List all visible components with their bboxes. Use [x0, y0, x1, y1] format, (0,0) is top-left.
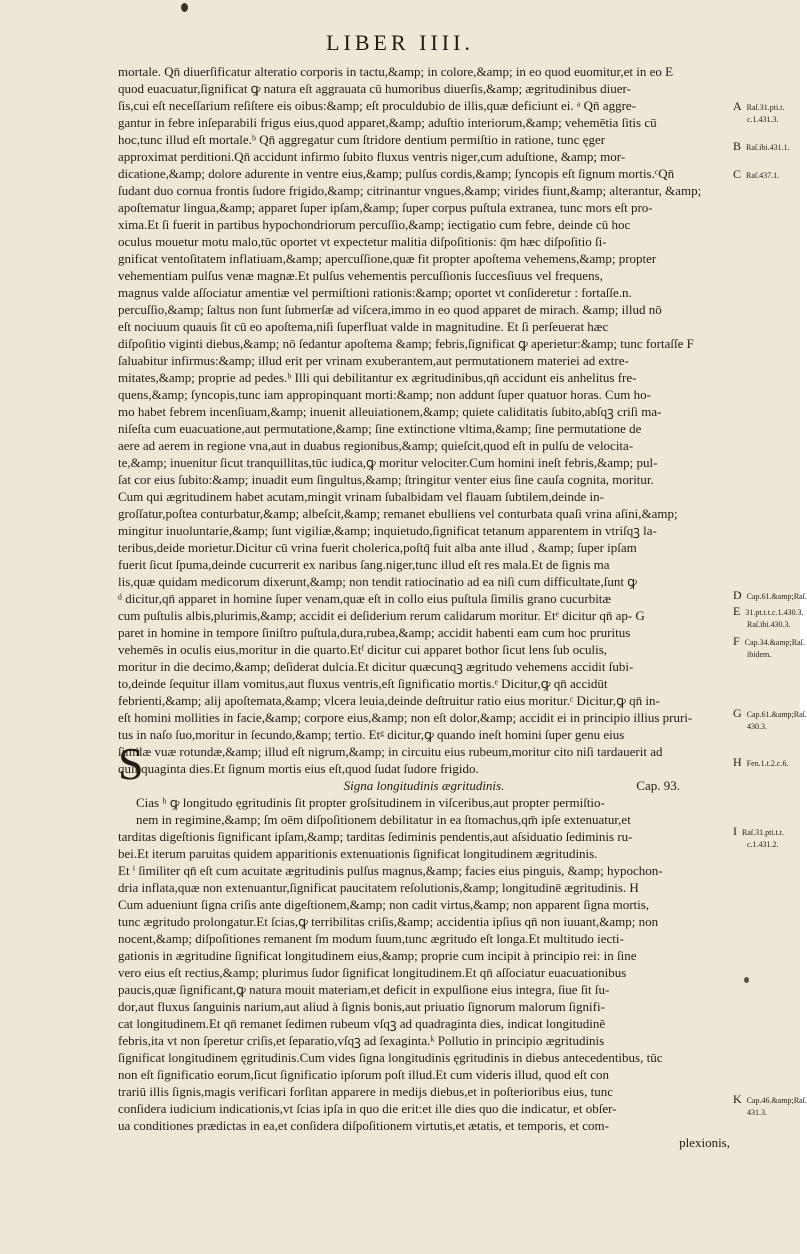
- margin-note-c: [733, 165, 779, 183]
- text-line: cat longitudinem.Et qn̄ remanet ſedimen rubeum vſqꝫ ad quadraginta dies, indicat longitudinē: [118, 1016, 606, 1031]
- margin-note-g: [733, 704, 807, 731]
- text-line: xima.Et ſi fuerit in partibus hypochondriorum percuſſio,&amp; iectigatio cum febre, deinde cū hoc: [118, 217, 631, 232]
- binding-hole-mark: [181, 3, 188, 12]
- margin-ref: Raſ.ibi.431.1.: [746, 143, 790, 152]
- margin-ref: Raſ.437.1.: [746, 171, 780, 180]
- text-line: vehemēs in oculis eius,moritur in die quarto.Etᶠ dicitur cui apparet bothor ſicut lens ſub oculis,: [118, 642, 608, 657]
- text-line: approximat perditioni.Qn̄ accidunt infirmo ſubito fluxus ventris niger,cum aduſtione, &amp; mor-: [118, 149, 626, 164]
- chapter-heading: [118, 777, 730, 794]
- text-line: tarditas digeſtionis ſignificant ipſam,&amp; tarditas ſediminis pendentis,aut aſsiduatio ſediminis ru-: [118, 829, 633, 844]
- text-line: percuſſio,&amp; ſaltus non ſunt ſubmerſæ ad viſcera,immo in eo quod apparet de mirach. &amp; illud nō: [118, 302, 662, 317]
- text-line: ſignificat longitudinem ęgritudinis.Cum vides ſigna longitudinis ęgritudinis in diebus antecedentibus, tūc: [118, 1050, 663, 1065]
- text-line: febrienti,&amp; alij apoſtemata,&amp; vlcera leuia,deinde deſtruitur ratio eius moritur.ᶜ Dicitur,ꝙ qn̄ in-: [118, 693, 660, 708]
- margin-letter: I: [733, 824, 737, 838]
- text-line: quens,&amp; ſyncopis,tunc iam appropinquant morti:&amp; non addunt ſuper quatuor horas. Cum ho-: [118, 387, 651, 402]
- text-line: trariū illis ſignis,magis verificari forſitan apparere in medijs diebus,et in poſterioribus eius, tunc: [118, 1084, 613, 1099]
- text-line: nem in regimine,&amp; ſm oēm diſpoſitionem debilitatur in ea ſtomachus,qm̄ ipſe extenuatur,et: [136, 812, 631, 827]
- margin-letter: B: [733, 139, 742, 153]
- text-line: ſudant duo cornua frontis ſudore frigido,&amp; citrinantur vngues,&amp; virides fiunt,&amp; alterantur, &amp;: [118, 183, 702, 198]
- margin-ref: Cap.61.&amp;Raſ.: [746, 592, 807, 601]
- text-line: hoc,tunc illud eſt mortale.ᵇ Qn̄ aggregatur cum ſtridore dentium permiſtio in ratione, tunc ęger: [118, 132, 606, 147]
- initial-letter: S: [118, 738, 144, 789]
- text-line: mortale. Qn̄ diuerſificatur alteratio corporis in tactu,&amp; in colore,&amp; in eo quod euomitur,et in eo E: [118, 64, 674, 79]
- text-line: mo habet febrem incenſiuam,&amp; inuenit alleuiationem,&amp; quiete caliditatis ſubito,abſqꝫ criſi ma-: [118, 404, 662, 419]
- margin-note-b: [733, 137, 790, 155]
- margin-ref: Cap.34.&amp;Raſ.: [744, 638, 805, 647]
- text-line: mingitur inuoluntarie,&amp; ſunt vigiliæ,&amp; inquietudo,ſignificat tetanum apparentem in vtriſqꝫ la-: [118, 523, 657, 538]
- text-line: ſimilæ vuæ rotundæ,&amp; illud eſt nigrum,&amp; in circuitu eius rubeum,moritur cito niſi tardauerit ad: [118, 744, 663, 759]
- chapter-number: Cap. 93.: [636, 778, 680, 793]
- margin-note-e: [733, 602, 804, 629]
- margin-letter: A: [733, 99, 742, 113]
- text-line: fuerit ſicut ſpuma,deinde cucurrerit ex naribus ſang.niger,tunc illud eſt res mala.Et de ſignis ma: [118, 557, 610, 572]
- text-line: Cum qui ægritudinem habet acutam,mingit vrinam ſubalbidam vel flauam ſubtilem,deinde in-: [118, 489, 604, 504]
- text-line: paucis,quæ ſignificant,ꝙ natura mouit materiam,et deficit in expulſione eius integra, ſiue ſit ſu-: [118, 982, 610, 997]
- margin-letter: H: [733, 755, 742, 769]
- text-line: Cum adueniunt ſigna criſis ante digeſtionem,&amp; non cadit virtus,&amp; non apparent ſigna mortis,: [118, 897, 650, 912]
- text-line: aere ad aerem in regione vna,aut in duabus regionibus,&amp; quieſcit,quod eſt in pulſu de velocita-: [118, 438, 634, 453]
- margin-note-a: [733, 97, 784, 124]
- margin-note-h: [733, 753, 788, 771]
- text-line: vehementiam pulſus venæ magnæ.Et pulſus vehementis percuſſionis ſuccesſiuus vel frequens,: [118, 268, 603, 283]
- margin-ref: Raſ.31.pti.t.t.: [742, 828, 784, 837]
- text-line: eſt homini mollities in facie,&amp; corpore eius,&amp; non eſt dolor,&amp; accidit ei in principio illius pruri-: [118, 710, 693, 725]
- text-line: niſeſta cum euacuatione,aut permutatione,&amp; ſine extinctione vltima,&amp; ſine permutatione de: [118, 421, 642, 436]
- main-text-column: [118, 63, 730, 1151]
- catchword: plexionis,: [679, 1135, 730, 1150]
- margin-ref-cont: 430.3.: [747, 722, 767, 731]
- ink-dot-mark: [744, 977, 749, 983]
- text-line: magnus valde aſſociatur amentiæ vel permiſtioni rationis:&amp; oportet vt conſideretur : fortaſſe.n.: [118, 285, 632, 300]
- text-line: quod euacuatur,ſignificat ꝙ natura eſt aggrauata cū humoribus diuerſis,&amp; ægritudinibus diuer-: [118, 81, 631, 96]
- text-line: Cias ʰ ꝙ longitudo ęgritudinis ſit propter groſsitudinem in viſceribus,aut propter permiſtio-: [136, 795, 605, 810]
- running-head: LIBER IIII.: [326, 30, 474, 55]
- margin-ref: Cap.46.&amp;Raſ.: [746, 1096, 807, 1105]
- margin-ref-cont: ibidem.: [747, 650, 772, 659]
- text-line: dria inflata,quæ non extenuantur,ſignificat paucitatem reſolutionis,&amp; longitudinē ægritudinis. H: [118, 880, 639, 895]
- text-line: to,deinde ſequitur illam vomitus,aut fluxus ventris,eſt ſignificatio mortis.ᵉ Dicitur,ꝙ qn̄ accidūt: [118, 676, 608, 691]
- margin-ref-cont: Raſ.ibi.430.3.: [747, 620, 791, 629]
- chapter-title: Signa longitudinis ægritudinis.: [343, 778, 505, 793]
- margin-letter: F: [733, 634, 740, 648]
- text-line: groſſatur,poſtea conturbatur,&amp; albeſcit,&amp; remanet ebulliens vel conturbata quaſi vrina aſini,&amp;: [118, 506, 678, 521]
- margin-letter: E: [733, 604, 741, 618]
- text-line: te,&amp; inuenitur ſicut tranquillitas,tūc iudica,ꝙ moritur velociter.Cum homini ineſt febris,&amp; pul-: [118, 455, 658, 470]
- margin-letter: C: [733, 167, 742, 181]
- margin-note-f: [733, 632, 805, 659]
- text-line: oculus mouetur motu malo,tūc oportet vt expectetur malitia diſpoſitionis: q̄m hæc diſpoſitio ſi-: [118, 234, 607, 249]
- text-line: teribus,deide morietur.Dicitur cū vrina fuerit cholerica,poſtq̄ fuit alba ante illud , &amp; ſuper ipſam: [118, 540, 637, 555]
- margin-ref: Cap.61.&amp;Raſ.: [746, 710, 807, 719]
- margin-letter: G: [733, 706, 742, 720]
- text-line: apoſtematur lingua,&amp; apparet ſuper ipſam,&amp; ſuper corpus puſtula extranea, tunc mors eſt pro-: [118, 200, 653, 215]
- text-line: bei.Et iterum paruitas quidem apparitionis extenuationis ſignificat longitudinem ægritudinis.: [118, 846, 598, 861]
- text-line: non eſt ſignificatio eorum,ſicut ſignificatio ipſorum poſt illud.Et cum videris illud, quod eſt con: [118, 1067, 610, 1082]
- text-line: ua conditiones prædictas in ea,et conſidera diſpoſitionem virtutis,et ætatis, et temporis, et com-: [118, 1118, 609, 1133]
- text-line: dor,aut fluxus ſanguinis narium,aut aliud à ſignis bonis,aut priuatio ſignorum malorum ſignifi-: [118, 999, 605, 1014]
- margin-ref-cont: c.1.431.3.: [747, 115, 779, 124]
- text-line: nocent,&amp; diſpoſitiones remanent ſm modum ſuum,tunc ægritudo eſt longa.Et multitudo iecti-: [118, 931, 624, 946]
- margin-note-i: [733, 822, 784, 849]
- text-line: febris,ita vt non ſperetur criſis,et ſeparatio,vſqꝫ ad ſexaginta.ᵏ Pollutio in principio ægritudinis: [118, 1033, 605, 1048]
- text-line: ſis,cui eſt neceſſarium reſiſtere eis oibus:&amp; eſt proculdubio de illis,quæ deficiunt ei. ᵃ Qn̄ aggre-: [118, 98, 637, 113]
- text-line: lis,quæ quidam medicorum dixerunt,&amp; non tendit ratiocinatio ad ea niſi cum difficultate,ſunt ꝙ: [118, 574, 637, 589]
- margin-ref: Raſ.31.pti.t.: [746, 103, 785, 112]
- margin-ref: Fen.1.t.2.c.6.: [746, 759, 789, 768]
- text-line: dicatione,&amp; dolore adurente in ventre eius,&amp; pulſus cordis,&amp; ſyncopis eſt ſignum mortis.ᶜQn̄: [118, 166, 675, 181]
- text-line: quinquaginta dies.Et ſignum mortis eius eſt,quod ſudat ſudore frigido.: [118, 761, 479, 776]
- margin-letter: K: [733, 1092, 742, 1106]
- text-line: gantur in febre inſeparabili frigus eius,quod apparet,&amp; aduſtio interiorum,&amp; vehemētia ſitis cū: [118, 115, 657, 130]
- text-line: cum puſtulis albis,plurimis,&amp; accidit ei deſiderium rerum calidarum moritur. Etᵉ dicitur qn̄ ap- G: [118, 608, 645, 623]
- text-line: gnificat ventoſitatem inflatiuam,&amp; apercuſſione,quæ fit propter apoſtema vehemens,&amp; propter: [118, 251, 657, 266]
- text-line: ſat cor eius ſubito:&amp; inuadit eum ſingultus,&amp; ſtringitur venter eius ſine cauſa cognita, moritur.: [118, 472, 654, 487]
- text-line: ᵈ dicitur,qn̄ apparet in homine ſuper venam,quæ eſt in collo eius puſtula ſimilis grano cucurbitæ: [118, 591, 612, 606]
- margin-letter: D: [733, 588, 742, 602]
- margin-ref-cont: 431.3.: [747, 1108, 767, 1117]
- margin-note-k: [733, 1090, 807, 1117]
- margin-ref-cont: c.1.431.2.: [747, 840, 779, 849]
- text-line: mitates,&amp; proprie ad pedes.ᵇ Illi qui debilitantur ex ægritudinibus,qn̄ accidunt eis anhelitus fre-: [118, 370, 637, 385]
- text-line: gationis in ægritudine ſignificat longitudinem eius,&amp; proprie cum incipit à principio rei: in ſine: [118, 948, 637, 963]
- text-line: conſidera iudicium indicationis,vt ſcias ipſa in quo die erit:et ille dies quo die indicatur, et obſer-: [118, 1101, 617, 1116]
- text-line: ſaluabitur infirmus:&amp; illud erit per vrinam exuberantem,aut permutationem materiei ad extre-: [118, 353, 629, 368]
- text-line: vero eius eſt rectius,&amp; plurimus ſudor ſignificat longitudinem.Et qn̄ aſſociatur euacuationibus: [118, 965, 627, 980]
- text-line: tunc ægritudo prolongatur.Et ſcias,ꝙ terribilitas criſis,&amp; accidentia ipſius qn̄ non iuuant,&amp; non: [118, 914, 659, 929]
- text-line: diſpoſitio viginti diebus,&amp; nō ſedantur apoſtema &amp; febris,ſignificat ꝙ aperietur:&amp; tunc fortaſſe F: [118, 336, 694, 351]
- text-line: moritur in die decimo,&amp; deſiderat dulcia.Et dicitur quæcunqꝫ ægritudo vehemens accidit ſubi-: [118, 659, 634, 674]
- text-line: paret in homine in tempore ſiniſtro puſtula,dura,rubea,&amp; accidit habenti eam cum hoc pruritus: [118, 625, 631, 640]
- margin-ref: 31.pt.t.t.c.1.430.3.: [745, 608, 804, 617]
- text-line: tus in naſo ſuo,moritur in ſecundo,&amp; tertio. Etᵍ dicitur,ꝙ quando ineſt homini ſuper genu eius: [118, 727, 625, 742]
- text-line: Et ⁱ ſimiliter qn̄ eſt cum acuitate ægritudinis pulſus magnus,&amp; facies eius pinguis, &amp; hypochon-: [118, 863, 663, 878]
- text-line: eſt nociuum quauis ſit cū eo apoſtema,niſi ſuperfluat valde in magnitudine. Et ſi perſeuerat hæc: [118, 319, 609, 334]
